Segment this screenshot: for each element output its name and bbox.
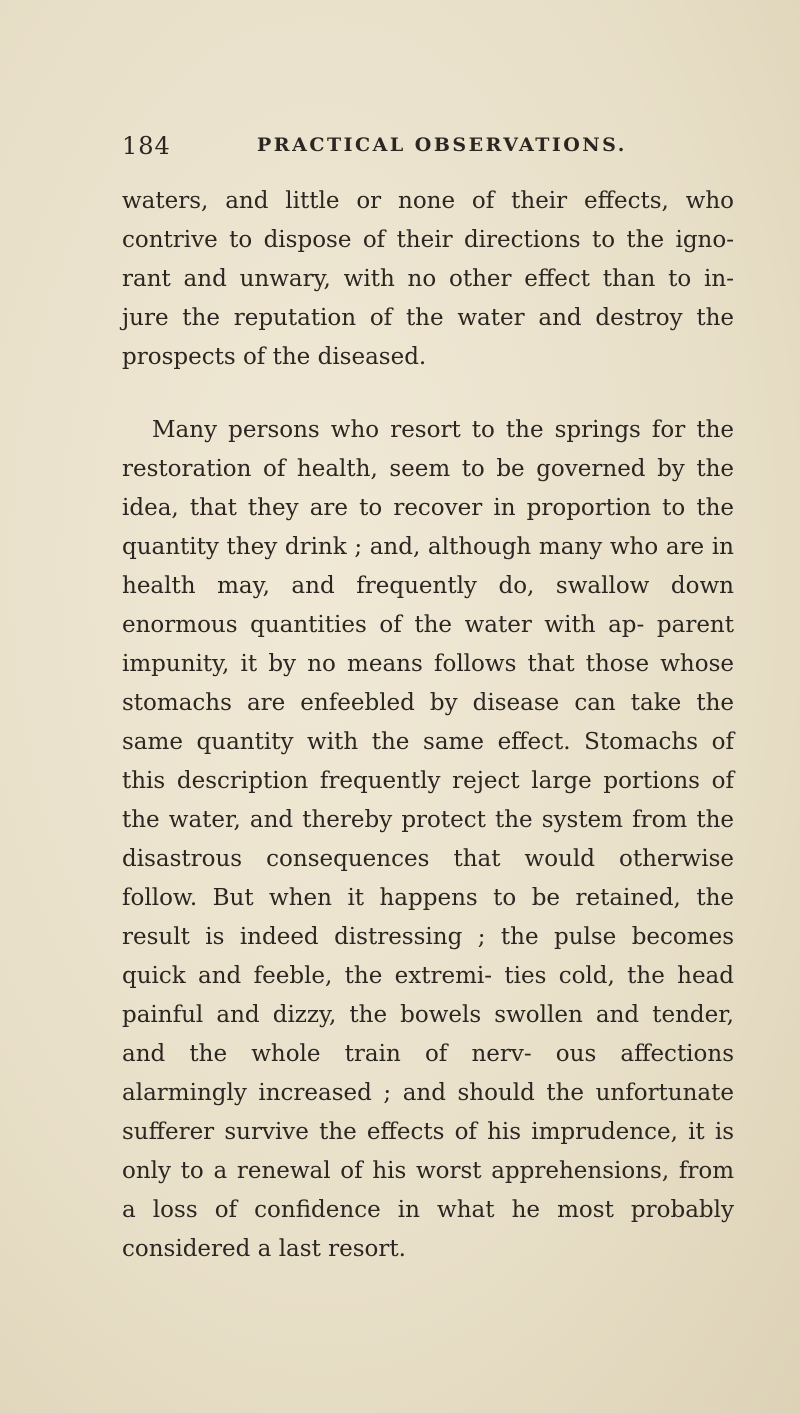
page-header [122,132,732,166]
paragraph-continuation: waters, and little or none of their effects, who contrive to dispose of their directions to the igno- rant and unwary, with no other effect than to in- jure the reputation of the water and destroy the prospects of the diseased. [122,188,734,370]
body-text [122,182,734,1269]
page-number: 184 [122,132,171,160]
paragraph-springs: Many persons who resort to the springs for the restoration of health, seem to be governed by the idea, that they are to recover in proportion to the quantity they drink ; and, although many who are in health may, and frequently do, swallow down enormous quantities of the water with ap- parent impunity, it by no means follows that those whose stomachs are enfeebled by disease can take the same quantity with the same effect. Stomachs of this description frequently reject large portions of the water, and thereby protect the system from the disastrous consequences that would otherwise follow. But when it happens to be retained, the result is indeed distressing ; the pulse becomes quick and feeble, the extremi- ties cold, the head painful and dizzy, the bowels swollen and tender, and the whole train of nerv- ous affections alarmingly increased ; and should the unfortunate sufferer survive the effects of his imprudence, it is only to a renewal of his worst apprehensions, from a loss of confidence in what he most probably considered a last resort. [122,417,734,1262]
running-head: PRACTICAL OBSERVATIONS. [257,134,627,156]
